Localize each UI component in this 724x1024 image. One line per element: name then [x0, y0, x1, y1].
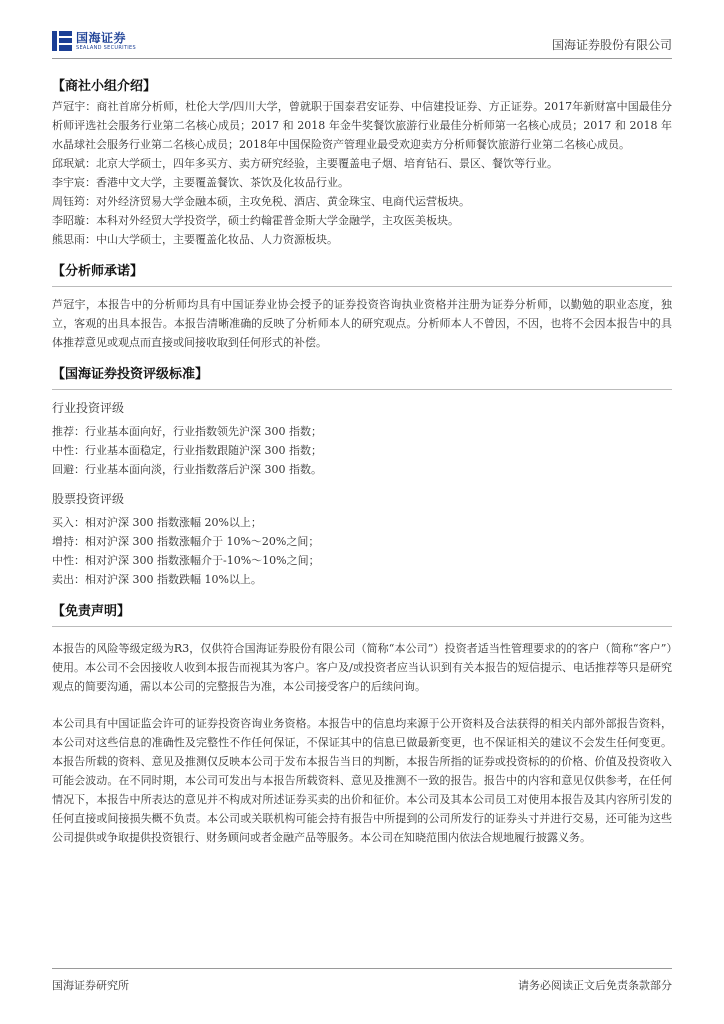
rating-section-title: 【国海证券投资评级标准】: [52, 366, 672, 390]
team-member: 邱珉斌：北京大学硕士，四年多买方、卖方研究经验，主要覆盖电子烟、培育钻石、景区、餐饮等行业。: [52, 157, 558, 170]
commitment-section-title: 【分析师承诺】: [52, 263, 672, 287]
industry-rating-item: 推荐：行业基本面向好，行业指数领先沪深 300 指数；: [52, 425, 322, 438]
disclaimer-paragraph: 本报告的风险等级定级为R3，仅供符合国海证券股份有限公司（简称“本公司”）投资者适当性管理要求的的客户（简称“客户”）使用。本公司不会因接收人收到本报告而视其为客户。客户及/或投资者应当认识到有关本报告的短信提示、电话推荐等只是研究观点的简要沟通，需以本公司的完整报告为准，本公司接受客户的后续问询。: [52, 642, 672, 693]
logo-text-en: SEALAND SECURITIES: [76, 44, 136, 51]
team-member: 周钰筠：对外经济贸易大学金融本硕，主攻免税、酒店、黄金珠宝、电商代运营板块。: [52, 195, 470, 208]
footer-notice: 请务必阅读正文后免责条款部分: [518, 979, 672, 992]
stock-rating-item: 买入：相对沪深 300 指数涨幅 20%以上；: [52, 516, 262, 529]
team-member: 李宇宸：香港中文大学，主要覆盖餐饮、茶饮及化妆品行业。: [52, 176, 349, 189]
sealand-logo-icon: [52, 31, 72, 51]
company-name: 国海证券股份有限公司: [551, 38, 672, 52]
team-member: 熊思雨：中山大学硕士，主要覆盖化妆品、人力资源板块。: [52, 233, 338, 246]
industry-rating-item: 中性：行业基本面稳定，行业指数跟随沪深 300 指数；: [52, 444, 322, 457]
disclaimer-paragraph: 本公司具有中国证监会许可的证券投资咨询业务资格。本报告中的信息均来源于公开资料及合法获得的相关内部外部报告资料，本公司对这些信息的准确性及完整性不作任何保证，不保证其中的信息已做最新变更，也不保证相关的建议不会发生任何变更。本报告所载的资料、意见及推测仅反映本公司于发布本报告当日的判断，本报告所指的证券或投资标的的价格、价值及投资收入可能会波动。在不同时期，本公司可发出与本报告所载资料、意见及推测不一致的报告。报告中的内容和意见仅供参考，在任何情况下，本报告中所表达的意见并不构成对所述证券买卖的出价和征价。本公司及其本公司员工对使用本报告及其内容所引发的任何直接或间接损失概不负责。本公司或关联机构可能会持有报告中所提到的公司所发行的证券头寸并进行交易，还可能为这些公司提供或争取提供投资银行、财务顾问或者金融产品等服务。本公司在知晓范围内依法合规地履行披露义务。: [52, 717, 672, 844]
stock-rating-title: 股票投资评级: [52, 492, 125, 506]
commitment-text: 芦冠宇，本报告中的分析师均具有中国证券业协会授予的证券投资咨询执业资格并注册为证券分析师，以勤勉的职业态度，独立，客观的出具本报告。本报告清晰准确的反映了分析师本人的研究观点。分析师本人不曾因，不因，也将不会因本报告中的具体推荐意见或观点而直接或间接收取到任何形式的补偿。: [52, 298, 672, 349]
stock-rating-item: 增持：相对沪深 300 指数涨幅介于 10%～20%之间；: [52, 535, 320, 548]
disclaimer-section-title: 【免责声明】: [52, 603, 672, 627]
team-member: 李昭璇：本科对外经贸大学投资学，硕士约翰霍普金斯大学金融学，主攻医美板块。: [52, 214, 459, 227]
page-header: [52, 26, 672, 59]
company-logo: [52, 30, 136, 52]
team-members: [52, 97, 672, 249]
industry-rating-item: 回避：行业基本面向淡，行业指数落后沪深 300 指数。: [52, 463, 322, 476]
footer-institute: 国海证券研究所: [52, 979, 129, 992]
stock-rating-item: 中性：相对沪深 300 指数涨幅介于-10%～10%之间；: [52, 554, 320, 567]
page-content: [52, 78, 672, 847]
team-member: 芦冠宇：商社首席分析师，杜伦大学/四川大学，曾就职于国泰君安证券、中信建投证券、方正证券。2017年新财富中国最佳分析师评选社会服务行业第二名核心成员；2017 和 2018 年金牛奖餐饮旅游行业最佳分析师第一名核心成员；2017 和 2018 年水晶球社会服务行业第二名核心成员；2018年中国保险资产管理业最受欢迎卖方分析师餐饮旅游行业第二名核心成员。: [52, 100, 672, 151]
industry-rating-title: 行业投资评级: [52, 401, 125, 415]
team-section-title: 【商社小组介绍】: [52, 79, 157, 94]
stock-rating-item: 卖出：相对沪深 300 指数跌幅 10%以上。: [52, 573, 262, 586]
logo-text-cn: 国海证券: [76, 30, 127, 45]
page-footer: [52, 968, 672, 995]
